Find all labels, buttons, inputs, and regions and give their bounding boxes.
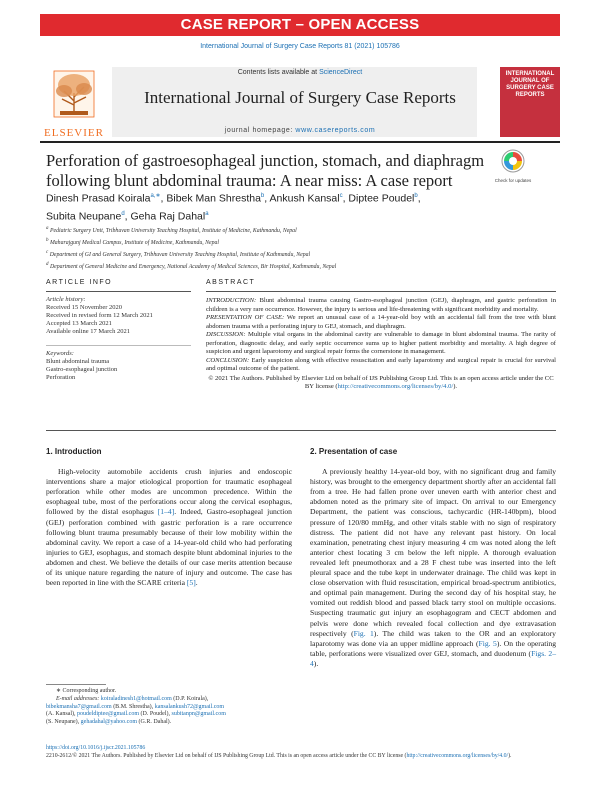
conclusion-label: CONCLUSION: <box>206 356 250 364</box>
presentation-section <box>310 447 556 669</box>
affiliation-text: Department of GI and General Surgery, Tribhuvan University Teaching Hospital, Institute of Kathmandu, Nepal <box>49 251 311 258</box>
info-divider <box>46 345 191 346</box>
keywords <box>46 350 186 382</box>
abstract-discussion: Multiple vital organs in the abdominal cavity are vulnerable to damage in blunt abdominal trauma. The rarity of perforation, diagnostic delay, and early septic occurrence sums up to higher patient morbidity and mortality. A high degree of suspicion and urgent laparotomy and surgical repair forms the cornerstone in management. <box>206 331 556 355</box>
case-text: A previously healthy 14-year-old boy, with no significant drug and family history, was brought to the emergency department shortly after an accidental fall from a tree. He had fallen prone over uneven earth with anterior chest and abdomen noted as the primary site of impact. On arrival to our Emergency Department, the patient was conscious, tachycardic (HR-140bpm), blood pressure of 120/80 mmHg, and other vitals stable with no sign of respiratory distress. The patient did not have any relevant past history. On local examination, penetrating chest injury measuring 4 cm was noted along the left anterior chest locating 3 cm below the left nipple. A thorough evaluation revealed left pneumothorax and a 28 F chest tube was inserted into the left pleural space and the tube kept in underwater drainage. The child was kept in close observation with fluid resuscitation, empirical broad-spectrum antibiotics, and optimal pain management. During the second day of his hospital stay, he vomited out reddish blood and passed black tarry stool on multiple occasions. Suspecting traumatic gut injury an esophagogram and CECT abdomen and pelvis were done which revealed focal collection and dye extravasation respectively ( <box>310 467 556 638</box>
journal-homepage <box>40 127 560 134</box>
author-name[interactable]: Dinesh Prasad Koirala <box>46 192 151 205</box>
presentation-paragraph <box>310 467 556 669</box>
case-text: ). On the operating table, perforations were visualized over GEJ, stomach, and duodenum ( <box>310 638 557 658</box>
affiliation <box>46 236 556 248</box>
legal-end: ). <box>508 752 512 759</box>
author-sup[interactable]: b <box>260 193 265 199</box>
abstract-heading: ABSTRACT <box>206 279 256 286</box>
affiliation-text: Maharajgunj Medical Campus, Institute of Medicine, Kathmandu, Nepal <box>49 239 220 246</box>
corresponding-footnote <box>46 688 292 727</box>
author-sup[interactable]: a,∗ <box>150 193 161 199</box>
sciencedirect-link[interactable]: ScienceDirect <box>319 69 363 76</box>
email-label: E-mail addresses: <box>56 695 101 702</box>
doi-link[interactable]: https://doi.org/10.1016/j.ijscr.2021.105786 <box>46 745 146 751</box>
history-item: Accepted 13 March 2021 <box>46 320 112 327</box>
license-link[interactable]: http://creativecommons.org/licenses/by/4.0/ <box>337 383 454 390</box>
affiliation-sup: b <box>46 237 49 243</box>
affiliation-text: Pediatric Surgery Unit, Tribhuvan University Teaching Hospital, Institute of Medicine, Kathmandu, Nepal <box>49 227 297 234</box>
intro-text: High-velocity automobile accidents crush injuries and endoscopic interventions share a major etiological proportion for traumatic esophageal perforation while other modes are uncommon precedence. Within the esophageal tube, most of the perforations occur along the cervical esophagus, followed by the distal esophagus <box>46 467 292 517</box>
email-link[interactable]: subitanpn@gmail.com <box>171 711 226 718</box>
journal-name: International Journal of Surgery Case Reports <box>144 88 456 107</box>
email-owner: (A. Kansal), <box>46 711 77 718</box>
intro-text: . Indeed, Gastro-esophageal junction (GEJ) perforation combined with gastric perforation is a rare occurrence following blunt trauma presumably because of their low mobility within the abdominal cavity. We report a case of a 14-year-old child who had perforating injuries to GEJ, esophagus, and stomach despite blunt abdominal injuries to the abdomen and chest. We believe the details of our case merits attention because of its unique nature regarding the nature of injury and outcome. The case has been reported in line with the SCARE criteria <box>46 507 292 588</box>
author-list: Dinesh Prasad Koirala$^{a,∗}$, Bibek Man Shrestha$^b$, Ankush Kansal$^c$, Diptee Poudel$^b$, Subita Neupane$^d$, Geha Raj Dahal$^a$ <box>46 192 421 222</box>
legal-text: 2210-2612/© 2021 The Authors. Published by Elsevier Ltd on behalf of IJS Publishing Group Ltd. This is an open access article under the CC BY license ( <box>46 752 407 759</box>
presentation-label: PRESENTATION OF CASE: <box>206 314 285 321</box>
journal-cover-thumbnail[interactable] <box>500 67 560 137</box>
affiliation-sup: a <box>46 226 49 231</box>
abstract-conclusion: Early suspicion along with effective resuscitation and early laparotomy and surgical repair is crucial for survival and optimal outcome of the patient. <box>206 356 556 372</box>
history-item: Received 15 November 2020 <box>46 304 122 311</box>
journal-masthead <box>40 55 560 138</box>
affiliation-sup: c <box>46 249 49 255</box>
case-text: ). The child was taken to the OR and an exploratory laparotomy was done via an upper midline approach ( <box>310 628 556 648</box>
info-rule <box>46 291 191 292</box>
article-history <box>46 296 186 336</box>
crossmark-label: Check for updates <box>494 178 532 183</box>
introduction-section <box>46 447 292 588</box>
elsevier-wordmark: ELSEVIER <box>44 127 104 139</box>
email-owner: (D. Poudel), <box>139 711 172 718</box>
affiliation-text: Department of General Medicine and Emergency, National Academy of Medical Sciences, Bir Hospital, Kathmandu, Nepal <box>49 263 337 270</box>
homepage-prefix: journal homepage: <box>224 127 296 134</box>
discussion-label: DISCUSSION: <box>206 331 246 338</box>
email-link[interactable]: koiraladinesh1@hotmail.com <box>100 695 172 702</box>
figure-link[interactable]: Figs. 2–4 <box>310 648 556 668</box>
article-title: Perforation of gastroesophageal junction, stomach, and diaphragm following blunt abdominal trauma: A near miss: A case report <box>46 151 485 190</box>
keyword: Gastro-esophageal junction <box>46 366 118 373</box>
keyword: Blunt abdominal trauma <box>46 358 110 365</box>
abstract-bottom-rule <box>46 430 556 431</box>
masthead-rule <box>40 141 560 143</box>
affiliation-sup: d <box>46 261 49 267</box>
ref-link[interactable]: [5] <box>186 578 196 588</box>
email-owner: (B.M. Shrestha), <box>111 703 155 710</box>
article-info-heading: ARTICLE INFO <box>46 279 113 286</box>
case-report-banner: CASE REPORT – OPEN ACCESS <box>40 14 560 36</box>
author-name[interactable]: Geha Raj Dahal <box>130 210 206 222</box>
abstract-body <box>206 297 556 392</box>
email-link[interactable]: poudeldiptee@gmail.com <box>77 711 140 718</box>
history-item: Received in revised form 12 March 2021 <box>46 312 153 319</box>
presentation-heading: 2. Presentation of case <box>310 447 398 456</box>
history-label: Article history: <box>46 296 86 303</box>
journal-citation[interactable]: International Journal of Surgery Case Reports 81 (2021) 105786 <box>200 43 400 50</box>
author-sup[interactable]: c <box>339 193 343 199</box>
intro-text: . <box>195 578 198 588</box>
author-name[interactable]: Bibek Man Shrestha <box>166 192 261 205</box>
copyright-end: ). <box>453 383 458 390</box>
keyword: Perforation <box>46 374 76 381</box>
page-footer <box>46 745 556 761</box>
contents-prefix: Contents lists available at <box>237 69 320 76</box>
introduction-heading: 1. Introduction <box>46 447 102 456</box>
email-link[interactable]: kansalankush72@gmail.com <box>154 703 225 710</box>
email-link[interactable]: bibekmansha7@gmail.com <box>46 703 112 710</box>
author-sup[interactable]: a <box>205 210 209 217</box>
email-link[interactable]: gehadahal@yahoo.com <box>80 719 137 726</box>
author-sup[interactable]: b <box>414 193 418 199</box>
author-name[interactable]: Ankush Kansal <box>269 192 340 205</box>
abstract-presentation: We report an unusual case of a 14-year-old boy with an accidental fall from the tree with blunt abdomen trauma with a perforating injury to GEJ, stomach, and diaphragm. <box>206 314 556 330</box>
history-item: Available online 17 March 2021 <box>46 328 130 335</box>
corresponding-author: ∗ Corresponding author. <box>56 688 117 694</box>
author-name[interactable]: Subita Neupane <box>46 210 122 222</box>
affiliation <box>46 224 556 236</box>
affiliations <box>46 224 556 272</box>
abstract-intro: Blunt abdominal trauma causing Gastro-esophageal junction (GEJ), diaphragm, and gastric perforation in children is a very rare occurrence. However, the injury is serious and life-threatening with significant morbidity and mortality. <box>206 297 556 313</box>
homepage-link[interactable]: www.casereports.com <box>295 127 376 134</box>
cover-title: INTERNATIONAL JOURNAL OF SURGERY CASE REPORTS <box>505 71 555 98</box>
copyright: © 2021 The Authors. Published by Elsevier Ltd on behalf of IJS Publishing Group Ltd. This is an open access article under the CC BY license ( <box>208 374 554 390</box>
affiliation <box>46 248 556 260</box>
contents-line <box>40 69 560 76</box>
keywords-label: Keywords: <box>46 350 74 357</box>
intro-label: INTRODUCTION: <box>206 297 257 304</box>
email-owner: (D.P. Koirala), <box>171 695 209 702</box>
case-text: ). <box>313 658 319 668</box>
author-name[interactable]: Diptee Poudel <box>348 192 415 205</box>
crossmark-icon[interactable] <box>500 148 526 182</box>
abstract-rule <box>206 291 556 292</box>
email-owner: (S. Neupane), <box>46 719 81 726</box>
author-sup[interactable]: d <box>121 210 125 217</box>
ref-link[interactable]: [1–4] <box>157 507 175 517</box>
email-owner: (G.R. Dahal). <box>137 719 172 726</box>
figure-link[interactable]: Fig. 1 <box>353 628 374 638</box>
license-link[interactable]: http://creativecommons.org/licenses/by/4.0/ <box>406 752 509 759</box>
figure-link[interactable]: Fig. 5 <box>478 638 497 648</box>
affiliation <box>46 260 556 272</box>
footnote-rule <box>46 684 106 685</box>
introduction-paragraph <box>46 467 292 588</box>
